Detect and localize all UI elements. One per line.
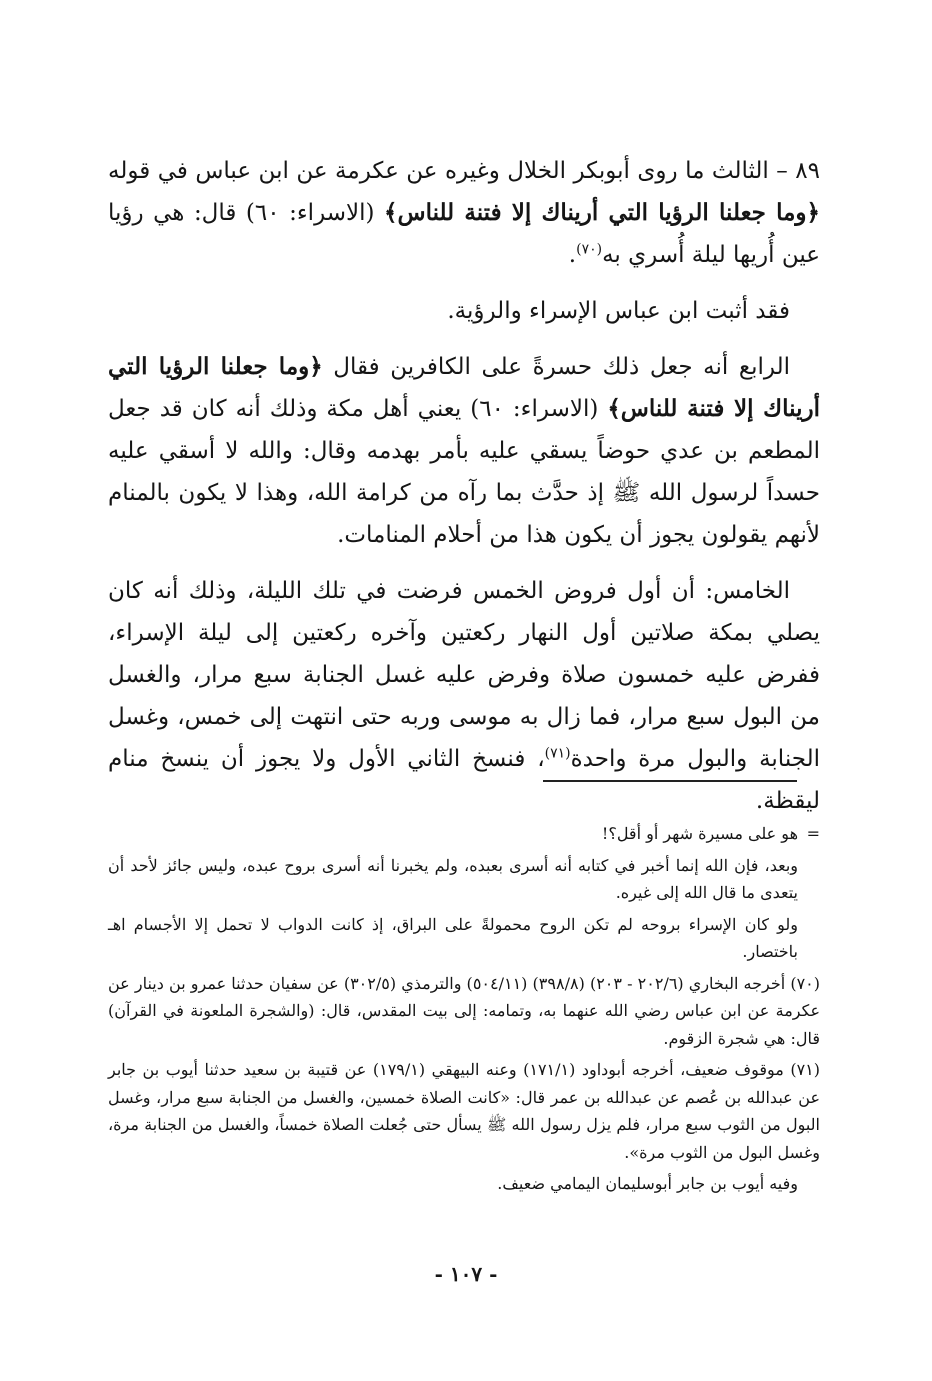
p1-text-b: (الاسراء: ٦٠) قال: هي رؤيا عين أُريها ليلة أُسري به (108, 200, 820, 268)
footnote-71-note (108, 1170, 820, 1198)
footnote-text: وبعد، فإن الله إنما أخبر في كتابه أنه أسرى بعبده، ولم يخبرنا أنه أسرى بروح عبده، وليس جائز لأحد أن يتعدى ما قال الله إلى غيره. (108, 855, 799, 902)
footnote-text: ولو كان الإسراء بروحه لم تكن الروح محمولةً على البراق، إذ كانت الدواب لا تحمل إلا الأجسام اهـ باختصار. (108, 914, 799, 961)
footnote-71 (108, 1056, 820, 1166)
footnotes (108, 820, 820, 1202)
paragraph-fourth (108, 346, 820, 556)
footnote-ref-71: (٧١) (544, 745, 571, 762)
continuation-mark: = (806, 824, 820, 843)
main-text (108, 150, 820, 836)
p4-text-a: الخامس: أن أول فروض الخمس فرضت في تلك الليلة، وذلك أنه كان يصلي بمكة صلاتين أول النهار ركعتين وآخره ركعتين إلى ليلة الإسراء، ففرض عليه خمسون صلاة وفرض عليه غسل الجنابة سبع مرار، والغسل من البول سبع مرار، فما زال به موسى وربه حتى انتهت إلى خمس، وغسل الجنابة والبول مرة واحدة (108, 578, 821, 772)
p1-end: . (568, 242, 577, 268)
footnote-text: (٧٠) أخرجه البخاري (٢٠٢/٦ - ٢٠٣) (٣٩٨/٨) (٥٠٤/١١) والترمذي (٣٠٢/٥) عن سفيان حدثنا عمرو بن دينار عن عكرمة عن ابن عباس رضي الله عنهما به، وتمامه: إلى بيت المقدس، قال: (والشجرة الملعونة في القرآن) قال: هي شجرة الزقوم. (108, 973, 820, 1048)
paragraph-conclusion (108, 290, 820, 332)
footnote-text: (٧١) موقوف ضعيف، أخرجه أبوداود (١٧١/١) وعنه البيهقي (١٧٩/١) عن قتيبة بن سعيد حدثنا أيوب بن جابر عن عبدالله بن عُصم عن عبدالله بن عمر قال: «كانت الصلاة خمسين، والغسل من الجنابة سبع مرار، وغسل البول من الثوب سبع مرار، فلم يزل رسول الله ﷺ يسأل حتى جُعلت الصلاة خمساً، والغسل من الجنابة مرة، وغسل البول من الثوب مرة». (108, 1060, 821, 1162)
p3-text-a: الرابع أنه جعل ذلك حسرةً على الكافرين فقال (322, 354, 790, 380)
quran-verse: ﴿وما جعلنا الرؤيا التي أريناك إلا فتنة للناس﴾ (108, 353, 820, 422)
page-number: - ١٠٧ - (434, 1262, 498, 1286)
p4-text-b: ، فنسخ الثاني الأول ولا يجوز أن ينسخ منام ليقظة. (108, 746, 820, 814)
p3-text-b: (الاسراء: ٦٠) يعني أهل مكة وذلك أنه كان قد جعل المطعم بن عدي حوضاً يسقي عليه بأمر بهدمه وقال: والله لا أسقي عليه حسداً لرسول الله ﷺ إذ حدَّث بما رآه من كرامة الله، وهذا لا يكون بالمنام لأنهم يقولون يجوز أن يكون هذا من أحلام المنامات. (108, 396, 820, 548)
paragraph-fifth (108, 570, 820, 822)
paragraph-89 (108, 150, 820, 276)
quran-verse: ﴿وما جعلنا الرؤيا التي أريناك إلا فتنة للناس﴾ (384, 199, 820, 226)
p2-text: فقد أثبت ابن عباس الإسراء والرؤية. (447, 298, 790, 324)
footnote-divider (543, 780, 797, 782)
footnote-text: هو على مسيرة شهر أو أقل؟! (601, 824, 798, 843)
footnote-text: وفيه أيوب بن جابر أبوسليمان اليمامي ضعيف. (497, 1174, 798, 1193)
footnote-70 (108, 970, 820, 1053)
footnote-continuation-1 (108, 820, 820, 848)
p1-text-a: ٨٩ – الثالث ما روى أبوبكر الخلال وغيره عن عكرمة عن ابن عباس في قوله (108, 158, 820, 184)
footnote-ref-70: (٧٠) (576, 241, 603, 258)
footnote-continuation-2 (108, 852, 820, 907)
footnote-continuation-3 (108, 911, 820, 966)
